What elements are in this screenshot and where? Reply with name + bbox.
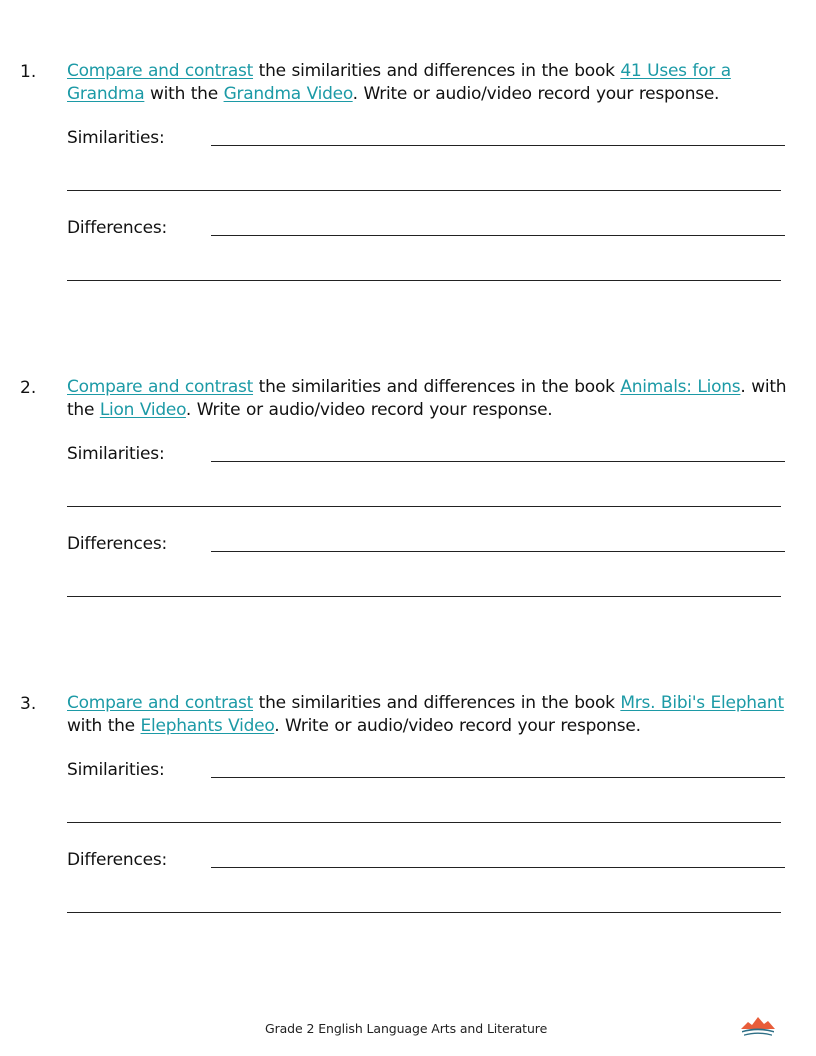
prompt-text: the similarities and differences in the book	[253, 377, 621, 397]
similarities-answer-line[interactable]	[211, 461, 785, 462]
mountain-logo-icon	[740, 1013, 776, 1037]
compare-contrast-link[interactable]: Compare and contrast	[67, 693, 254, 713]
book-link[interactable]: 41 Uses for a Grandma	[67, 61, 731, 104]
similarities-answer-line[interactable]	[211, 777, 785, 778]
differences-answer-line[interactable]	[211, 235, 785, 236]
differences-answer-line-2[interactable]	[67, 280, 781, 281]
differences-answer-line[interactable]	[211, 551, 785, 552]
question-prompt	[67, 376, 792, 421]
similarities-label: Similarities:	[67, 444, 165, 464]
question-number: 1.	[20, 62, 37, 82]
compare-contrast-link[interactable]: Compare and contrast	[67, 377, 254, 397]
compare-contrast-link[interactable]: Compare and contrast	[67, 61, 254, 81]
prompt-text: the similarities and differences in the book	[253, 693, 621, 713]
prompt-text: . with the	[67, 377, 787, 420]
prompt-text: the similarities and differences in the book	[253, 61, 621, 81]
differences-answer-line-2[interactable]	[67, 912, 781, 913]
footer-text: Grade 2 English Language Arts and Literature	[265, 1021, 548, 1036]
video-link[interactable]: Grandma Video	[223, 83, 353, 104]
similarities-label: Similarities:	[67, 128, 165, 148]
prompt-text: with the	[67, 715, 141, 736]
similarities-answer-line[interactable]	[211, 145, 785, 146]
differences-answer-line-2[interactable]	[67, 596, 781, 597]
differences-label: Differences:	[67, 534, 168, 554]
video-link[interactable]: Lion Video	[99, 399, 186, 420]
differences-label: Differences:	[67, 218, 168, 238]
book-link[interactable]: Mrs. Bibi's Elephant	[620, 693, 784, 713]
differences-label: Differences:	[67, 850, 168, 870]
prompt-text: . Write or audio/video record your response.	[185, 399, 553, 420]
differences-answer-line[interactable]	[211, 867, 785, 868]
similarities-answer-line-2[interactable]	[67, 822, 781, 823]
question-number: 3.	[20, 694, 37, 714]
similarities-label: Similarities:	[67, 760, 165, 780]
prompt-text: . Write or audio/video record your response.	[274, 715, 641, 736]
prompt-text: with the	[144, 83, 224, 104]
question-number: 2.	[20, 378, 37, 398]
question-prompt	[67, 692, 792, 737]
book-link[interactable]: Animals: Lions	[620, 377, 741, 397]
prompt-text: . Write or audio/video record your response.	[352, 83, 720, 104]
similarities-answer-line-2[interactable]	[67, 190, 781, 191]
question-prompt	[67, 60, 792, 105]
video-link[interactable]: Elephants Video	[140, 715, 275, 736]
similarities-answer-line-2[interactable]	[67, 506, 781, 507]
